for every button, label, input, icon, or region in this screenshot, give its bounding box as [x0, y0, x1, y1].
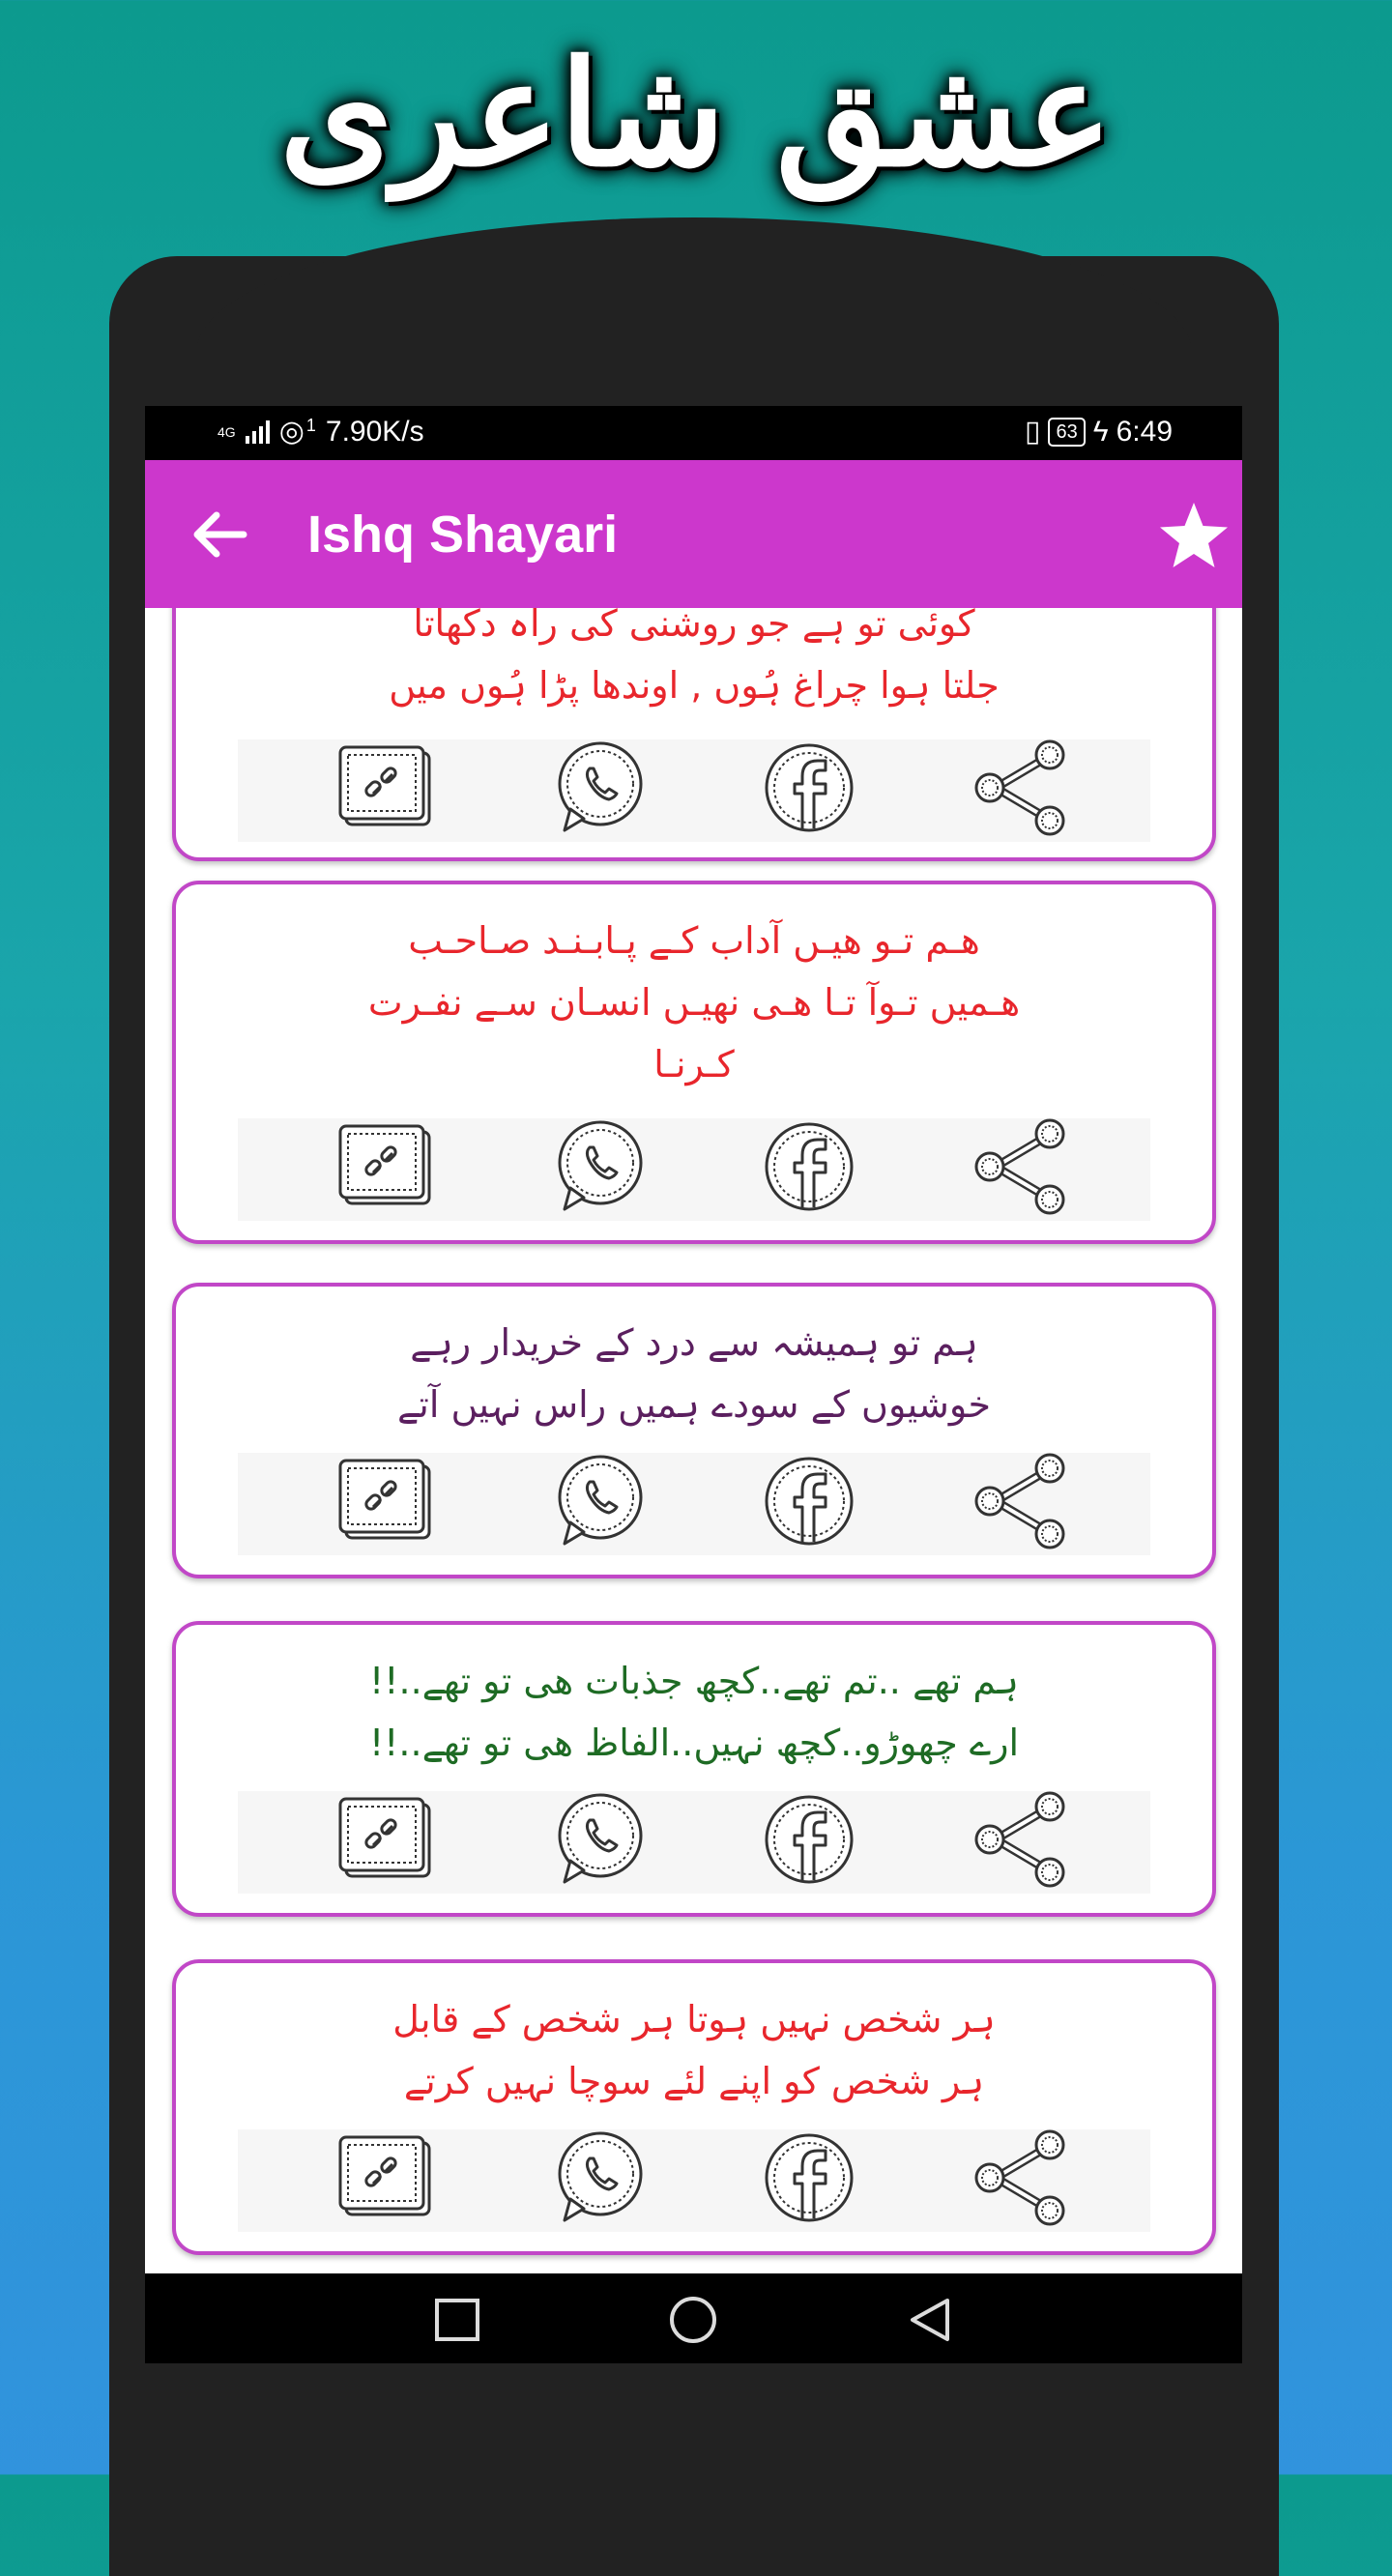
facebook-button[interactable]	[756, 1791, 862, 1894]
recents-square-icon	[432, 2295, 482, 2345]
whatsapp-icon	[545, 739, 652, 836]
facebook-icon	[756, 1791, 862, 1888]
copy-button[interactable]	[334, 2129, 441, 2232]
copy-link-icon	[334, 739, 441, 836]
share-button[interactable]	[967, 2129, 1073, 2232]
back-button[interactable]	[184, 499, 256, 571]
facebook-button[interactable]	[756, 1118, 862, 1221]
facebook-icon	[756, 739, 862, 836]
network-type: 4G	[218, 423, 236, 440]
network-speed: 7.90K/s	[325, 415, 424, 448]
share-button[interactable]	[967, 739, 1073, 842]
charging-icon: ϟ	[1092, 415, 1109, 448]
shayari-card	[172, 881, 1216, 1244]
vibrate-icon: ▯	[1024, 416, 1041, 448]
copy-button[interactable]	[334, 1453, 441, 1555]
shayari-card	[172, 1621, 1216, 1917]
shayari-line: ھـم تـو ھیـں آداب کـے پـابـنـد صـاحـب	[408, 919, 980, 962]
battery-icon: 63	[1048, 418, 1085, 447]
shayari-line: ارے چھوڑو..کچھ نہیں..الفاظ ھی تو تھے..!!	[368, 1722, 1020, 1764]
copy-link-icon	[334, 1791, 441, 1888]
share-button[interactable]	[967, 1791, 1073, 1894]
nav-back-button[interactable]	[905, 2295, 955, 2345]
shayari-line: خوشیوں کے سودے ہمیں راس نہیں آتے	[396, 1383, 991, 1426]
home-circle-icon	[668, 2295, 718, 2345]
facebook-icon	[756, 1453, 862, 1549]
card-actions	[238, 739, 1150, 842]
card-actions	[238, 1791, 1150, 1894]
shayari-line: ہر شخص نہیں ہوتا ہر شخص کے قابل	[392, 1998, 996, 2041]
star-icon	[1155, 497, 1232, 574]
shayari-line: کوئی تو ہے جو روشنی کی راہ دکھاتا	[413, 608, 975, 645]
shayari-text	[176, 1988, 1212, 2112]
shayari-line: ہر شخص کو اپنے لئے سوچا نہیں کرتے	[403, 2060, 985, 2102]
app-bar	[145, 460, 1242, 608]
phone-screen	[145, 406, 1242, 2363]
shayari-line: جلتا ہوا چراغ ہُوں , اوندھا پڑا ہُوں میں	[389, 664, 1000, 707]
copy-link-icon	[334, 1453, 441, 1549]
whatsapp-button[interactable]	[545, 739, 652, 842]
whatsapp-button[interactable]	[545, 1791, 652, 1894]
card-actions	[238, 2129, 1150, 2232]
back-triangle-icon	[905, 2295, 955, 2345]
share-icon	[967, 1791, 1073, 1888]
share-icon	[967, 1453, 1073, 1549]
whatsapp-button[interactable]	[545, 1453, 652, 1555]
shayari-card	[172, 1959, 1216, 2255]
shayari-text	[176, 1650, 1212, 1774]
facebook-icon	[756, 1118, 862, 1215]
copy-button[interactable]	[334, 739, 441, 842]
status-bar	[145, 406, 1242, 460]
copy-button[interactable]	[334, 1118, 441, 1221]
card-actions	[238, 1453, 1150, 1555]
shayari-line: ہم تو ہمیشہ سے درد کے خریدار رہے	[410, 1321, 978, 1364]
shayari-text	[176, 910, 1212, 1095]
facebook-button[interactable]	[756, 1453, 862, 1555]
home-button[interactable]	[668, 2295, 718, 2345]
shayari-line: کـرنـا	[653, 1043, 735, 1085]
facebook-icon	[756, 2129, 862, 2226]
whatsapp-icon	[545, 1791, 652, 1888]
whatsapp-button[interactable]	[545, 1118, 652, 1221]
shayari-line: ہم تھے ..تم تھے..کچھ جذبات ھی تو تھے..!!	[369, 1660, 1019, 1702]
facebook-button[interactable]	[756, 739, 862, 842]
whatsapp-icon	[545, 1118, 652, 1215]
whatsapp-button[interactable]	[545, 2129, 652, 2232]
promo-title: عشق شاعری	[279, 29, 1113, 199]
share-icon	[967, 2129, 1073, 2226]
shayari-line: ھـمیں تـوآ تـا ھـی نھیـں انسـان سـے نفـرت	[367, 981, 1021, 1024]
share-icon	[967, 739, 1073, 836]
hotspot-icon: ◎	[278, 416, 304, 448]
system-nav-bar	[145, 2273, 1242, 2363]
shayari-card	[172, 608, 1216, 861]
share-button[interactable]	[967, 1118, 1073, 1221]
copy-link-icon	[334, 1118, 441, 1215]
copy-button[interactable]	[334, 1791, 441, 1894]
card-actions	[238, 1118, 1150, 1221]
app-title: Ishq Shayari	[307, 506, 619, 564]
favorite-button[interactable]	[1155, 497, 1232, 574]
signal-icon	[246, 420, 270, 444]
copy-link-icon	[334, 2129, 441, 2226]
whatsapp-icon	[545, 2129, 652, 2226]
clock: 6:49	[1116, 415, 1173, 448]
facebook-button[interactable]	[756, 2129, 862, 2232]
arrow-left-icon	[184, 499, 256, 571]
shayari-card	[172, 1283, 1216, 1578]
hotspot-count: 1	[305, 416, 316, 435]
shayari-text	[176, 1312, 1212, 1435]
shayari-text	[176, 608, 1212, 716]
shayari-list[interactable]	[145, 608, 1242, 2273]
recents-button[interactable]	[432, 2295, 482, 2345]
whatsapp-icon	[545, 1453, 652, 1549]
share-button[interactable]	[967, 1453, 1073, 1555]
share-icon	[967, 1118, 1073, 1215]
